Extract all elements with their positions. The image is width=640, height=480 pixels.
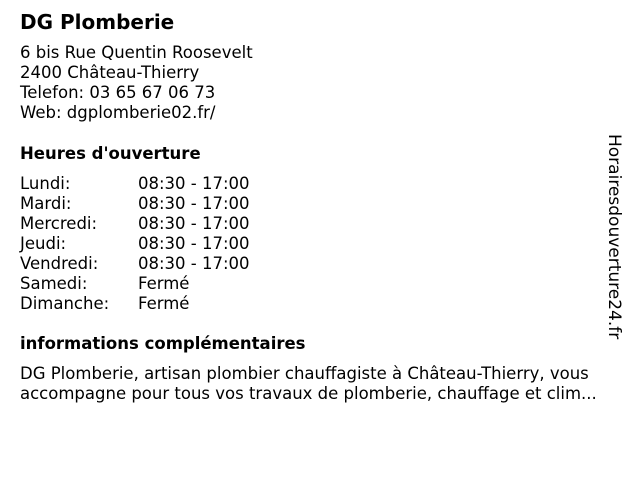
time-value: 08:30 - 17:00 xyxy=(138,194,250,213)
hours-row-vendredi xyxy=(20,254,250,274)
day-label: Vendredi: xyxy=(20,254,99,273)
hours-row-mardi xyxy=(20,194,250,214)
time-value: 08:30 - 17:00 xyxy=(138,234,250,253)
street-address: 6 bis Rue Quentin Roosevelt xyxy=(20,43,253,62)
description-line-2: accompagne pour tous vos travaux de plomberie, chauffage et clim... xyxy=(20,384,597,403)
business-description xyxy=(20,364,630,404)
time-value: Fermé xyxy=(138,274,190,293)
hours-row-lundi xyxy=(20,174,250,194)
time-value: 08:30 - 17:00 xyxy=(138,214,250,233)
day-label: Samedi: xyxy=(20,274,88,293)
phone-number: Telefon: 03 65 67 06 73 xyxy=(20,83,216,102)
day-label: Jeudi: xyxy=(20,234,67,253)
business-name: DG Plomberie xyxy=(20,10,175,34)
time-value: 08:30 - 17:00 xyxy=(138,254,250,273)
description-line-1: DG Plomberie, artisan plombier chauffagiste à Château-Thierry, vous xyxy=(20,364,589,383)
hours-row-samedi xyxy=(20,274,250,294)
address-block xyxy=(20,43,253,123)
time-value: 08:30 - 17:00 xyxy=(138,174,250,193)
opening-hours-table xyxy=(20,174,250,314)
day-label: Mercredi: xyxy=(20,214,98,233)
city-address: 2400 Château-Thierry xyxy=(20,63,200,82)
additional-info-heading: informations complémentaires xyxy=(20,334,306,353)
day-label: Lundi: xyxy=(20,174,71,193)
hours-row-jeudi xyxy=(20,234,250,254)
hours-row-dimanche xyxy=(20,294,250,314)
time-value: Fermé xyxy=(138,294,190,313)
site-watermark: Horairesdouverture24.fr xyxy=(604,134,624,340)
day-label: Mardi: xyxy=(20,194,72,213)
hours-row-mercredi xyxy=(20,214,250,234)
opening-hours-heading: Heures d'ouverture xyxy=(20,144,201,163)
website-link[interactable]: Web: dgplomberie02.fr/ xyxy=(20,103,216,122)
day-label: Dimanche: xyxy=(20,294,110,313)
